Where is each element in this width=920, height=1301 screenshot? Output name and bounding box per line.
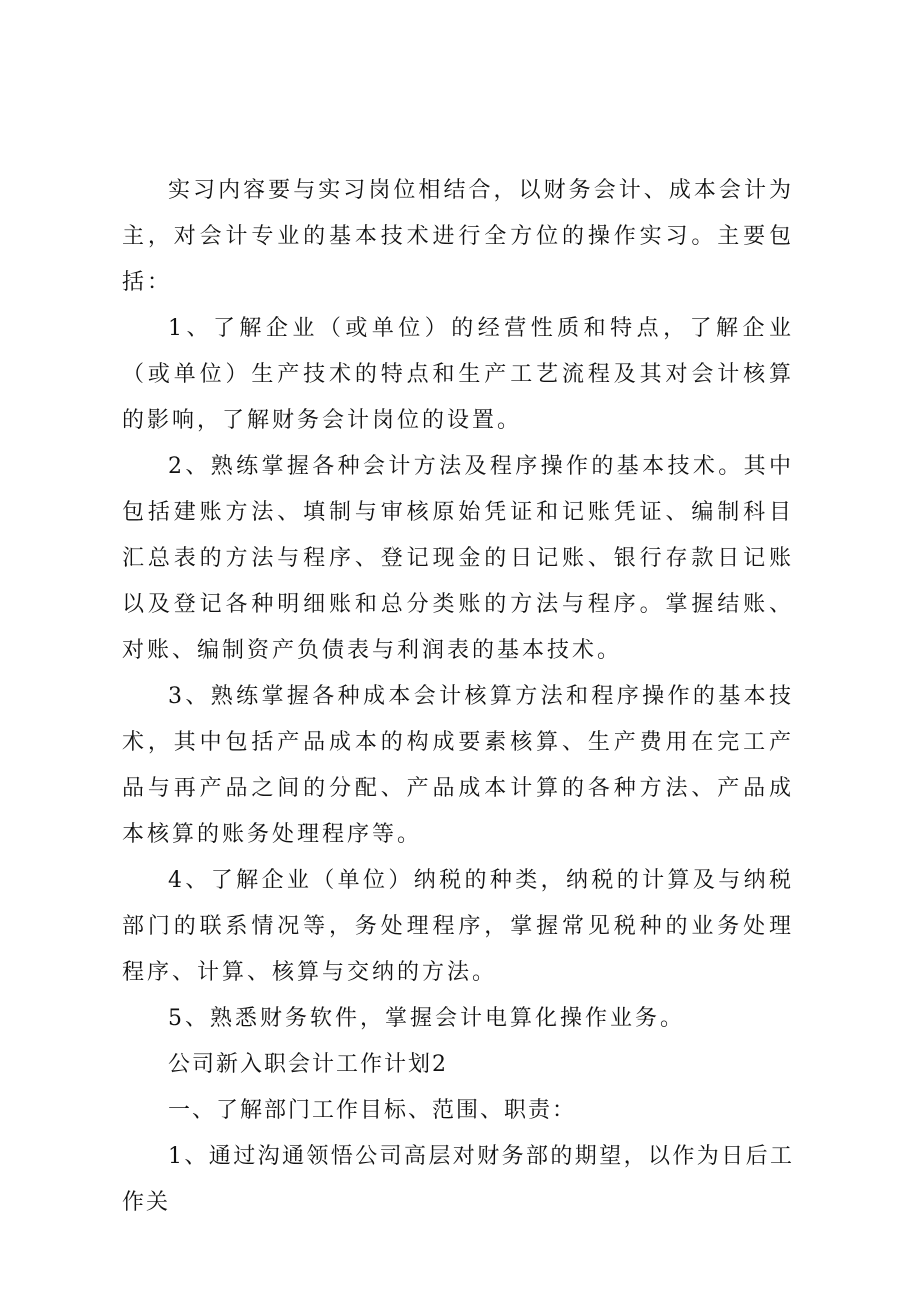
paragraph-item-1: 1、了解企业（或单位）的经营性质和特点，了解企业（或单位）生产技术的特点和生产工艺流程及其对会计核算的影响，了解财务会计岗位的设置。 <box>122 316 794 433</box>
paragraph-item-5: 5、熟悉财务软件，掌握会计电算化操作业务。 <box>168 1006 685 1031</box>
paragraph-item-3: 3、熟练掌握各种成本会计核算方法和程序操作的基本技术，其中包括产品成本的构成要素核算、生产费用在完工产品与再产品之间的分配、产品成本计算的各种方法、产品成本核算的账务处理程序等。 <box>122 684 794 847</box>
section-title: 公司新入职会计工作计划2 <box>168 1052 448 1077</box>
paragraph-intro: 实习内容要与实习岗位相结合，以财务会计、成本会计为主，对会计专业的基本技术进行全方位的操作实习。主要包括： <box>122 178 794 295</box>
paragraph-item-2: 2、熟练掌握各种会计方法及程序操作的基本技术。其中包括建账方法、填制与审核原始凭证和记账凭证、编制科目汇总表的方法与程序、登记现金的日记账、银行存款日记账以及登记各种明细账和总分类账的方法与程序。掌握结账、对账、编制资产负债表与利润表的基本技术。 <box>122 454 794 663</box>
paragraph-plan-item-1: 1、通过沟通领悟公司高层对财务部的期望，以作为日后工作关 <box>122 1144 794 1215</box>
document-body <box>122 168 794 1226</box>
paragraph-item-4: 4、了解企业（单位）纳税的种类，纳税的计算及与纳税部门的联系情况等，务处理程序，掌握常见税种的业务处理程序、计算、核算与交纳的方法。 <box>122 868 794 985</box>
subsection-heading: 一、了解部门工作目标、范围、职责： <box>168 1098 577 1123</box>
